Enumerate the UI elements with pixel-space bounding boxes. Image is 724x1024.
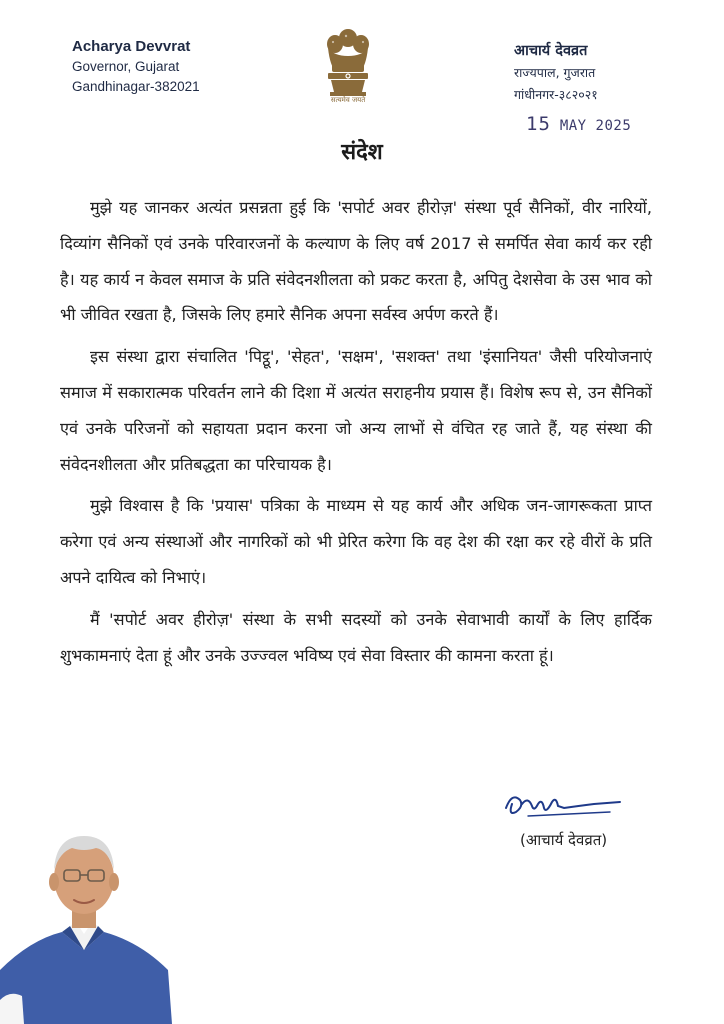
national-emblem (314, 26, 382, 110)
letterhead-hindi (514, 40, 598, 106)
page-title: संदेश (341, 140, 383, 165)
signatory-name: (आचार्य देवव्रत) (520, 831, 608, 849)
paragraph-2: इस संस्था द्वारा संचालित 'पिट्ठू', 'सेहत', 'सक्षम', 'सशक्त' तथा 'इंसानियत' जैसी परियोजनाएं समाज में सकारात्मक परिवर्तन लाने की दिशा में अत्यंत सराहनीय प्रयास हैं। विशेष रूप से, उन सैनिकों एवं उनके परिजनों को सहायता प्रदान करना जो अन्य लाभों से वंचित रह जाते हैं, यह संस्था की संवेदनशीलता और प्रतिबद्धता का परिचायक है। (60, 347, 652, 474)
paragraph-4: मैं 'सपोर्ट अवर हीरोज़' संस्था के सभी सदस्यों को उनके सेवाभावी कार्यों के लिए हार्दिक शुभकामनाएं देता हूं और उनके उज्ज्वल भविष्य एवं सेवा विस्तार की कामना करता हूं। (60, 609, 652, 665)
sender-designation-hindi: राज्यपाल, गुजरात (514, 65, 596, 80)
emblem-motto: सत्यमेव जयते (330, 96, 366, 104)
governor-portrait (0, 800, 180, 1024)
letterhead-english (72, 37, 200, 97)
lion-capital-icon (322, 26, 374, 98)
sender-address-english: Gandhinagar-382021 (72, 79, 200, 94)
sender-name-english: Acharya Devvrat (72, 38, 191, 55)
paragraph-3: मुझे विश्वास है कि 'प्रयास' पत्रिका के माध्यम से यह कार्य और अधिक जन-जागरूकता प्राप्त करेगा एवं अन्य संस्थाओं और नागरिकों को भी प्रेरित करेगा कि वह देश की रक्षा कर रहे वीरों के प्रति अपने दायित्व को निभाएं। (60, 496, 652, 587)
sender-address-hindi: गांधीनगर-३८२०२१ (514, 87, 598, 102)
date-stamp-month-year: MAY 2025 (559, 118, 632, 134)
paragraph-1: मुझे यह जानकर अत्यंत प्रसन्नता हुई कि 'सपोर्ट अवर हीरोज़' संस्था पूर्व सैनिकों, वीर नारियों, दिव्यांग सैनिकों एवं उनके परिवारजनों के कल्याण के लिए वर्ष 2017 से समर्पित सेवा कार्य कर रही है। यह कार्य न केवल समाज के प्रति संवेदनशीलता को प्रकट करता है, अपितु देशसेवा के उस भाव को भी जीवित रखता है, जिसके लिए हमारे सैनिक अपना सर्वस्व अर्पण करते हैं। (60, 198, 652, 325)
handwritten-signature (498, 786, 638, 826)
message-body (60, 190, 652, 673)
sender-name-hindi: आचार्य देवव्रत (514, 43, 588, 59)
sender-designation-english: Governor, Gujarat (72, 59, 180, 74)
date-stamp (526, 113, 631, 135)
date-stamp-day: 15 (526, 113, 551, 135)
